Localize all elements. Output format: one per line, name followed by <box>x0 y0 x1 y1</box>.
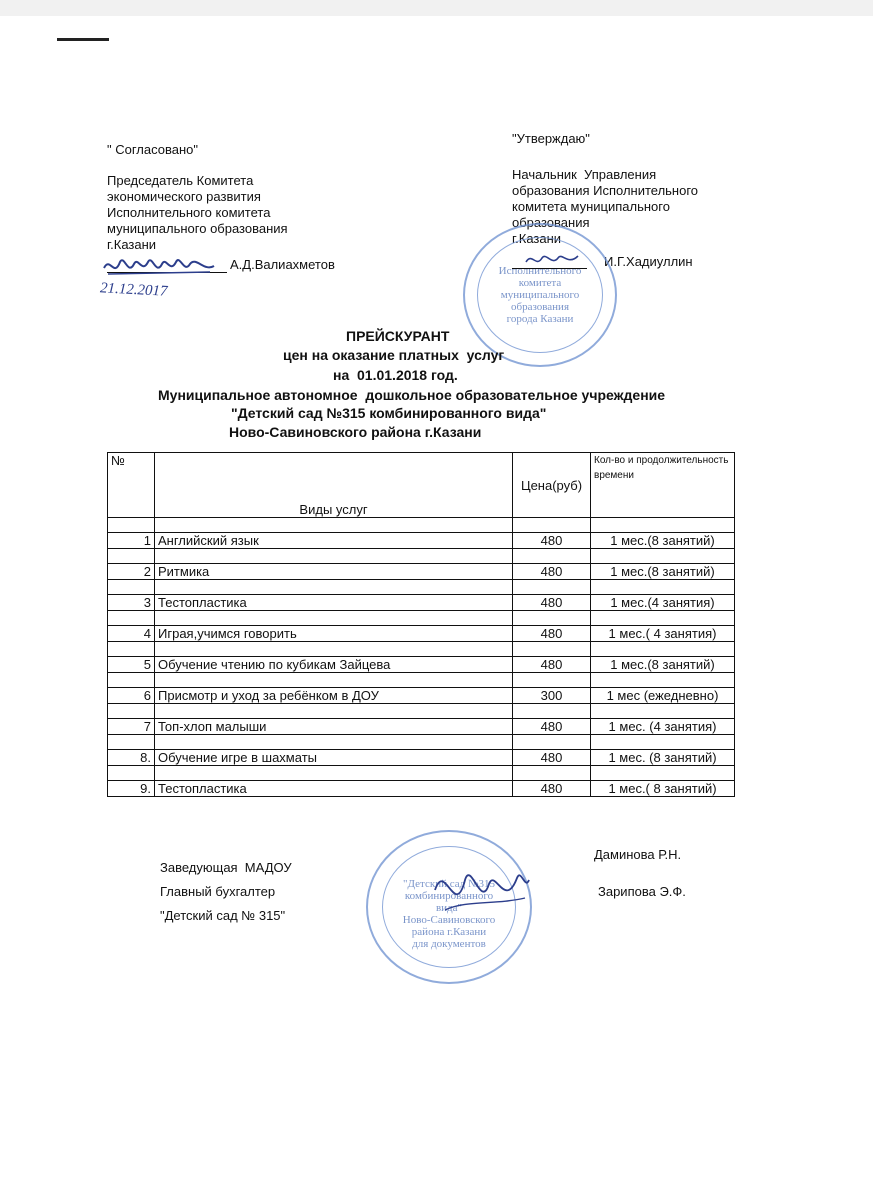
approval-right-line: комитета муниципального <box>512 199 670 214</box>
document-title: ПРЕЙСКУРАНТ <box>346 328 450 344</box>
row-service: Обучение чтению по кубикам Зайцева <box>155 657 513 673</box>
table-row <box>108 626 735 642</box>
row-service: Тестопластика <box>155 781 513 797</box>
head-title-line: Заведующая МАДОУ <box>160 860 292 875</box>
table-row <box>108 688 735 704</box>
row-price: 480 <box>513 595 591 611</box>
row-duration: 1 мес.( 4 занятия) <box>591 626 735 642</box>
stamp-bottom-line: для документов <box>412 938 486 950</box>
stamp-bottom-line: Ново-Савиновского <box>402 914 496 926</box>
header-price: Цена(руб) <box>513 453 591 518</box>
approval-left-line: г.Казани <box>107 237 157 252</box>
stamp-top-line: города Казани <box>506 313 574 325</box>
stamp-bottom-line: вида" <box>435 902 463 914</box>
row-duration: 1 мес.(4 занятия) <box>591 595 735 611</box>
row-num: 2 <box>108 564 155 580</box>
row-num: 7 <box>108 719 155 735</box>
left-signer-name: А.Д.Валиахметов <box>230 257 335 272</box>
row-price: 480 <box>513 626 591 642</box>
stamp-bottom-line: "Детский сад №315 <box>403 878 495 890</box>
row-num: 1 <box>108 533 155 549</box>
row-duration: 1 мес. (8 занятий) <box>591 750 735 766</box>
row-service: Тестопластика <box>155 595 513 611</box>
approval-right-heading: "Утверждаю" <box>512 131 590 146</box>
accountant-title: Главный бухгалтер <box>160 884 276 899</box>
organization-name: Муниципальное автономное дошкольное образовательное учреждение <box>158 387 666 403</box>
approval-left-line: экономического развития <box>107 189 261 204</box>
row-service: Обучение игре в шахматы <box>155 750 513 766</box>
approval-left <box>107 142 367 253</box>
row-duration: 1 мес (ежедневно) <box>591 688 735 704</box>
approval-left-heading: " Согласовано" <box>107 142 199 157</box>
row-service: Играя,учимся говорить <box>155 626 513 642</box>
head-title-line: "Детский сад № 315" <box>160 908 286 923</box>
price-table <box>107 452 735 797</box>
row-duration: 1 мес. (4 занятия) <box>591 719 735 735</box>
row-duration: 1 мес.(8 занятий) <box>591 564 735 580</box>
header-num: № <box>108 453 155 518</box>
stamp-top-line: образования <box>510 301 570 313</box>
row-price: 480 <box>513 657 591 673</box>
header-service: Виды услуг <box>155 453 513 518</box>
row-duration: 1 мес.(8 занятий) <box>591 657 735 673</box>
approval-left-line: Исполнительного комитета <box>107 205 271 220</box>
right-signer-name: И.Г.Хадиуллин <box>604 254 693 269</box>
table-row <box>108 657 735 673</box>
row-service: Английский язык <box>155 533 513 549</box>
document-subtitle: цен на оказание платных услуг <box>283 347 505 363</box>
approval-left-line: муниципального образования <box>107 221 288 236</box>
row-service: Топ-хлоп малыши <box>155 719 513 735</box>
scan-edge <box>0 0 873 16</box>
approval-right-line: образования Исполнительного <box>512 183 699 198</box>
accountant-name: Зарипова Э.Ф. <box>598 884 686 899</box>
table-row <box>108 564 735 580</box>
row-num: 6 <box>108 688 155 704</box>
head-name: Даминова Р.Н. <box>594 847 682 862</box>
table-row <box>108 750 735 766</box>
row-num: 8. <box>108 750 155 766</box>
approval-right-line: г.Казани <box>512 231 562 246</box>
stamp-bottom-line: района г.Казани <box>411 926 487 938</box>
row-duration: 1 мес.( 8 занятий) <box>591 781 735 797</box>
approval-right-line: образования <box>512 215 590 230</box>
row-num: 9. <box>108 781 155 797</box>
row-num: 4 <box>108 626 155 642</box>
signature-date: 21.12.2017 <box>99 280 168 300</box>
row-num: 5 <box>108 657 155 673</box>
row-price: 480 <box>513 719 591 735</box>
row-price: 480 <box>513 564 591 580</box>
row-service: Присмотр и уход за ребёнком в ДОУ <box>155 688 513 704</box>
document-date: на 01.01.2018 год. <box>333 367 458 383</box>
row-duration: 1 мес.(8 занятий) <box>591 533 735 549</box>
row-service: Ритмика <box>155 564 513 580</box>
row-price: 480 <box>513 781 591 797</box>
table-row <box>108 719 735 735</box>
stamp-top-line: комитета <box>518 277 562 289</box>
table-header-row <box>108 453 735 518</box>
row-price: 480 <box>513 750 591 766</box>
row-price: 480 <box>513 533 591 549</box>
row-price: 300 <box>513 688 591 704</box>
stamp-top-line: Исполнительного <box>498 265 582 277</box>
stamp-top-line: муниципального <box>500 289 580 301</box>
scan-mark <box>57 38 109 41</box>
row-num: 3 <box>108 595 155 611</box>
approval-right-line: Начальник Управления <box>512 167 657 182</box>
approval-left-line: Председатель Комитета <box>107 173 254 188</box>
stamp-top <box>463 223 617 367</box>
table-row <box>108 781 735 797</box>
table-row <box>108 533 735 549</box>
organization-district: Ново-Савиновского района г.Казани <box>229 424 482 440</box>
stamp-bottom-line: комбинированного <box>404 890 494 902</box>
header-duration: Кол-во и продолжительность времени <box>591 453 735 518</box>
organization-name: "Детский сад №315 комбинированного вида" <box>231 405 547 421</box>
table-row <box>108 595 735 611</box>
